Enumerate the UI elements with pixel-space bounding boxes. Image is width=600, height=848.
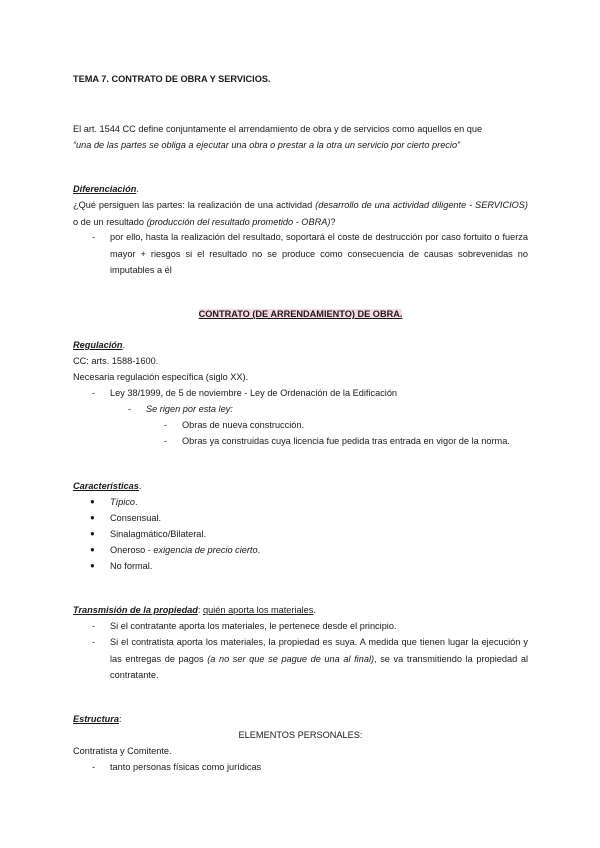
- dash-marker: -: [92, 762, 96, 772]
- section-title: [73, 306, 528, 323]
- intro-text: El art. 1544 CC define conjuntamente el arrendamiento de obra y de servicios como aquellos en que: [73, 124, 483, 134]
- dash-marker: -: [92, 621, 96, 631]
- dash-marker: -: [92, 637, 96, 647]
- estructura-line1: Contratista y Comitente.: [73, 746, 172, 756]
- dash-marker: -: [164, 420, 168, 430]
- dash-marker: -: [92, 232, 96, 242]
- transmision-who: quién aporta los materiales: [203, 605, 314, 615]
- question-part-c: o de un resultado: [73, 216, 147, 227]
- transmision-item1: Si el contratante aporta los materiales, le pertenece desde el principio.: [110, 621, 397, 631]
- estructura-heading-text: Estructura: [73, 714, 119, 724]
- diferenciacion-item: por ello, hasta la realización del resultado, soportará el coste de destrucción por caso fortuito o fuerza mayor + riesgos si el resultado no se produce como consecuencia de causas sobrevenidas no imputables a él: [110, 232, 528, 275]
- page-title: TEMA 7. CONTRATO DE OBRA Y SERVICIOS.: [73, 74, 271, 84]
- regulacion-line2: Necesaria regulación específica (siglo XX).: [73, 372, 249, 382]
- intro-quote: “una de las partes se obliga a ejecutar una obra o prestar a la otra un servicio por cierto precio”: [73, 140, 461, 150]
- transmision-heading: Transmisión de la propiedad: quién aporta los materiales.: [73, 605, 316, 615]
- bullet-icon: ●: [90, 497, 95, 506]
- caracteristica-item: Consensual.: [110, 513, 162, 523]
- regulacion-ley: Ley 38/1999, de 5 de noviembre - Ley de Ordenación de la Edificación: [110, 388, 398, 398]
- dash-marker: -: [92, 388, 96, 398]
- caracteristicas-heading-text: Características: [73, 481, 139, 491]
- regulacion-rigen: Se rigen por esta ley:: [146, 404, 233, 414]
- estructura-subtitle: ELEMENTOS PERSONALES:: [238, 730, 363, 740]
- bullet-icon: ●: [90, 513, 95, 522]
- regulacion-sub1: Obras de nueva construcción.: [182, 420, 305, 430]
- diferenciacion-question: [73, 197, 528, 230]
- dash-marker: -: [164, 436, 168, 446]
- estructura-heading: Estructura:: [73, 714, 122, 724]
- bullet-icon: ●: [90, 561, 95, 570]
- caracteristica-item: Típico.: [110, 497, 138, 507]
- question-part-d: (producción del resultado prometido - OBRA): [146, 216, 331, 227]
- transmision-heading-text: Transmisión de la propiedad: [73, 605, 198, 615]
- regulacion-sub2: Obras ya construidas cuya licencia fue pedida tras entrada en vigor de la norma.: [182, 436, 510, 446]
- caracteristica-item: No formal.: [110, 561, 153, 571]
- transmision-item2: Si el contratista aporta los materiales, la propiedad es suya. A medida que tienen lugar la ejecución y las entregas de pagos (a no ser que se pague de una al final), se va transmitiendo la propiedad al contratante.: [110, 637, 528, 680]
- section-title-text: CONTRATO (DE ARRENDAMIENTO) DE OBRA.: [198, 309, 403, 319]
- question-part-b: (desarrollo de una actividad diligente - SERVICIOS): [315, 200, 528, 210]
- caracteristicas-heading: Características.: [73, 481, 142, 491]
- question-part-a: ¿Qué persiguen las partes: la realización de una actividad: [73, 200, 316, 210]
- dash-marker: -: [128, 404, 132, 414]
- caracteristica-item: Sinalagmático/Bilateral.: [110, 529, 207, 539]
- diferenciacion-heading-text: Diferenciación: [73, 184, 137, 194]
- question-part-e: ?: [330, 216, 336, 227]
- caracteristica-item: Oneroso - exigencia de precio cierto.: [110, 545, 261, 555]
- estructura-item1: tanto personas físicas como jurídicas: [110, 762, 262, 772]
- regulacion-line1: CC: arts. 1588-1600.: [73, 356, 159, 366]
- diferenciacion-heading: Diferenciación.: [73, 184, 139, 194]
- regulacion-heading-text: Regulación: [73, 340, 123, 350]
- bullet-icon: ●: [90, 545, 95, 554]
- bullet-icon: ●: [90, 529, 95, 538]
- regulacion-heading: Regulación.: [73, 340, 126, 350]
